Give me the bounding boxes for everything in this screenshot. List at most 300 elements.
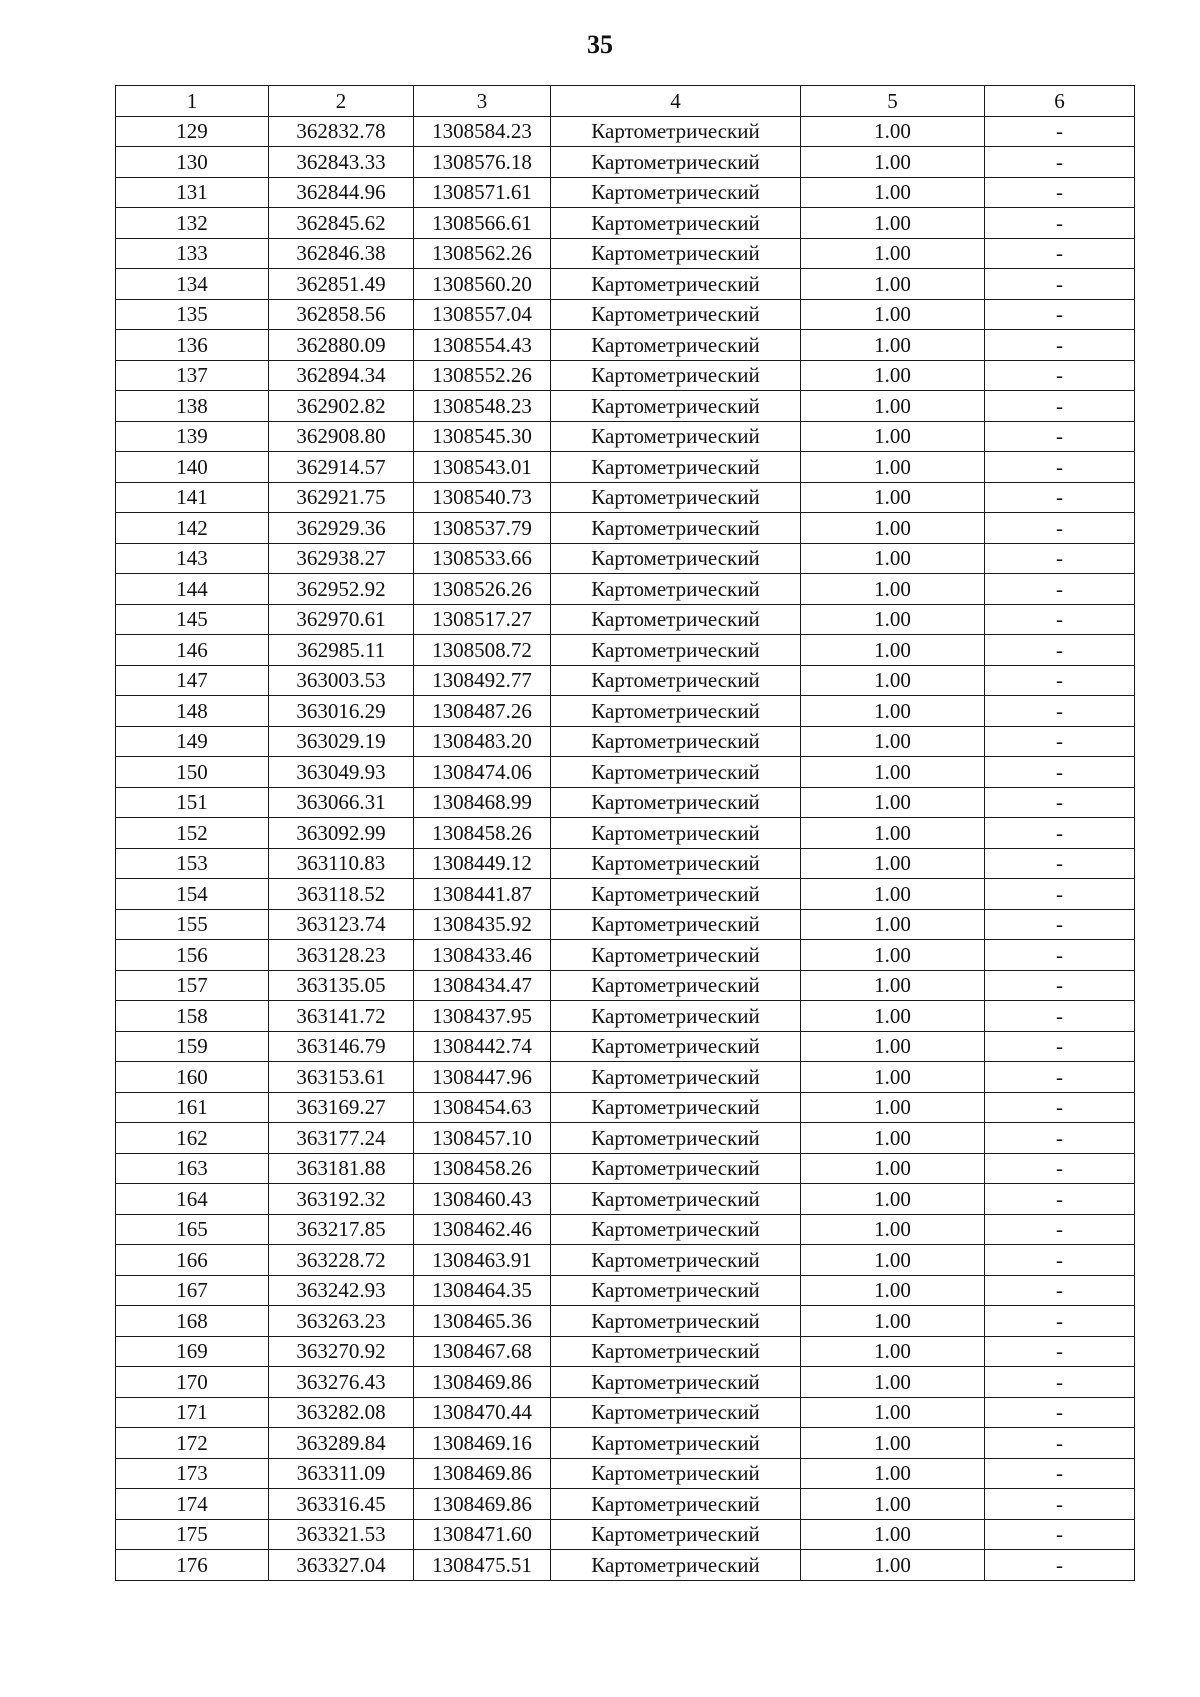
- table-cell: 133: [116, 238, 269, 269]
- table-cell: -: [985, 482, 1135, 513]
- table-cell: -: [985, 1519, 1135, 1550]
- table-cell: 136: [116, 330, 269, 361]
- table-cell: 363123.74: [269, 909, 414, 940]
- table-cell: 167: [116, 1275, 269, 1306]
- table-cell: 363110.83: [269, 848, 414, 879]
- table-cell: 166: [116, 1245, 269, 1276]
- table-cell: 1308469.86: [414, 1458, 551, 1489]
- table-cell: 1308449.12: [414, 848, 551, 879]
- table-row: [116, 726, 1135, 757]
- table-cell: -: [985, 513, 1135, 544]
- table-cell: 171: [116, 1397, 269, 1428]
- table-cell: 362929.36: [269, 513, 414, 544]
- table-cell: 173: [116, 1458, 269, 1489]
- table-cell: -: [985, 147, 1135, 178]
- table-cell: -: [985, 1458, 1135, 1489]
- table-cell: 1.00: [801, 1214, 985, 1245]
- table-cell: -: [985, 970, 1135, 1001]
- table-row: [116, 909, 1135, 940]
- table-cell: Картометрический: [551, 513, 801, 544]
- header-cell: 3: [414, 86, 551, 117]
- table-cell: 1308467.68: [414, 1336, 551, 1367]
- table-row: [116, 1001, 1135, 1032]
- table-cell: Картометрический: [551, 665, 801, 696]
- table-cell: -: [985, 238, 1135, 269]
- table-cell: 1308458.26: [414, 818, 551, 849]
- table-row: [116, 1458, 1135, 1489]
- table-row: [116, 177, 1135, 208]
- table-cell: 1.00: [801, 665, 985, 696]
- table-cell: 1308468.99: [414, 787, 551, 818]
- table-cell: 363181.88: [269, 1153, 414, 1184]
- table-cell: 1.00: [801, 330, 985, 361]
- table-cell: 1.00: [801, 421, 985, 452]
- table-cell: 1.00: [801, 1153, 985, 1184]
- table-row: [116, 1428, 1135, 1459]
- table-cell: 145: [116, 604, 269, 635]
- table-cell: Картометрический: [551, 909, 801, 940]
- table-cell: -: [985, 330, 1135, 361]
- table-cell: 1.00: [801, 1184, 985, 1215]
- table-cell: 1.00: [801, 238, 985, 269]
- table-cell: 1308454.63: [414, 1092, 551, 1123]
- table-cell: 165: [116, 1214, 269, 1245]
- header-cell: 1: [116, 86, 269, 117]
- table-cell: Картометрический: [551, 1519, 801, 1550]
- table-cell: Картометрический: [551, 269, 801, 300]
- table-cell: 362914.57: [269, 452, 414, 483]
- table-cell: 1308543.01: [414, 452, 551, 483]
- table-cell: 1.00: [801, 909, 985, 940]
- table-cell: 1308584.23: [414, 116, 551, 147]
- table-cell: 1.00: [801, 848, 985, 879]
- table-cell: 164: [116, 1184, 269, 1215]
- table-cell: -: [985, 391, 1135, 422]
- table-cell: Картометрический: [551, 116, 801, 147]
- table-cell: 363141.72: [269, 1001, 414, 1032]
- table-row: [116, 1214, 1135, 1245]
- table-cell: 362832.78: [269, 116, 414, 147]
- table-cell: 1.00: [801, 726, 985, 757]
- table-body: [116, 116, 1135, 1580]
- table-cell: 362985.11: [269, 635, 414, 666]
- table-cell: 1308460.43: [414, 1184, 551, 1215]
- table-cell: Картометрический: [551, 1336, 801, 1367]
- table-cell: Картометрический: [551, 1153, 801, 1184]
- table-cell: 1.00: [801, 604, 985, 635]
- table-cell: 1.00: [801, 696, 985, 727]
- table-cell: 134: [116, 269, 269, 300]
- table-row: [116, 1306, 1135, 1337]
- table-cell: 144: [116, 574, 269, 605]
- table-row: [116, 818, 1135, 849]
- table-cell: 1.00: [801, 482, 985, 513]
- table-cell: Картометрический: [551, 421, 801, 452]
- table-cell: 1.00: [801, 147, 985, 178]
- table-cell: -: [985, 1397, 1135, 1428]
- table-cell: 1308457.10: [414, 1123, 551, 1154]
- table-cell: Картометрический: [551, 1214, 801, 1245]
- page-number: 35: [587, 30, 613, 59]
- table-cell: -: [985, 1245, 1135, 1276]
- table-cell: 363321.53: [269, 1519, 414, 1550]
- table-cell: 1.00: [801, 391, 985, 422]
- table-cell: 1.00: [801, 452, 985, 483]
- table-cell: Картометрический: [551, 1031, 801, 1062]
- table-cell: 158: [116, 1001, 269, 1032]
- table-cell: 1.00: [801, 940, 985, 971]
- table-cell: -: [985, 1214, 1135, 1245]
- table-cell: Картометрический: [551, 940, 801, 971]
- table-cell: 363092.99: [269, 818, 414, 849]
- table-cell: 163: [116, 1153, 269, 1184]
- table-cell: 1308470.44: [414, 1397, 551, 1428]
- table-cell: Картометрический: [551, 1184, 801, 1215]
- table-cell: -: [985, 787, 1135, 818]
- table-row: [116, 391, 1135, 422]
- table-row: [116, 757, 1135, 788]
- table-cell: -: [985, 635, 1135, 666]
- table-cell: 1.00: [801, 818, 985, 849]
- header-cell: 6: [985, 86, 1135, 117]
- table-cell: 153: [116, 848, 269, 879]
- table-cell: 1308437.95: [414, 1001, 551, 1032]
- table-cell: Картометрический: [551, 696, 801, 727]
- table-cell: 1308463.91: [414, 1245, 551, 1276]
- table-cell: Картометрический: [551, 1123, 801, 1154]
- table-cell: -: [985, 909, 1135, 940]
- table-cell: 1308533.66: [414, 543, 551, 574]
- table-cell: 1308458.26: [414, 1153, 551, 1184]
- table-row: [116, 116, 1135, 147]
- table-cell: Картометрический: [551, 1489, 801, 1520]
- table-cell: 1308447.96: [414, 1062, 551, 1093]
- table-cell: -: [985, 757, 1135, 788]
- table-cell: -: [985, 574, 1135, 605]
- header-row: [116, 86, 1135, 117]
- table-cell: 1308537.79: [414, 513, 551, 544]
- table-cell: Картометрический: [551, 635, 801, 666]
- table-row: [116, 452, 1135, 483]
- table-cell: 129: [116, 116, 269, 147]
- table-row: [116, 1062, 1135, 1093]
- table-cell: -: [985, 452, 1135, 483]
- table-cell: 362938.27: [269, 543, 414, 574]
- table-cell: Картометрический: [551, 787, 801, 818]
- table-cell: 147: [116, 665, 269, 696]
- table-cell: Картометрический: [551, 1550, 801, 1581]
- table-row: [116, 482, 1135, 513]
- table-cell: 1308508.72: [414, 635, 551, 666]
- table-cell: 1.00: [801, 1306, 985, 1337]
- table-row: [116, 787, 1135, 818]
- table-cell: 138: [116, 391, 269, 422]
- table-cell: 132: [116, 208, 269, 239]
- table-cell: Картометрический: [551, 879, 801, 910]
- table-cell: 363217.85: [269, 1214, 414, 1245]
- table-cell: 130: [116, 147, 269, 178]
- table-row: [116, 513, 1135, 544]
- table-cell: -: [985, 177, 1135, 208]
- table-cell: 1.00: [801, 116, 985, 147]
- table-cell: 154: [116, 879, 269, 910]
- table-cell: 131: [116, 177, 269, 208]
- table-row: [116, 1489, 1135, 1520]
- table-cell: 363146.79: [269, 1031, 414, 1062]
- table-cell: Картометрический: [551, 818, 801, 849]
- table-cell: -: [985, 421, 1135, 452]
- table-cell: 155: [116, 909, 269, 940]
- table-cell: 1308483.20: [414, 726, 551, 757]
- table-cell: 1308571.61: [414, 177, 551, 208]
- table-cell: 1.00: [801, 543, 985, 574]
- table-cell: 142: [116, 513, 269, 544]
- table-cell: 1308576.18: [414, 147, 551, 178]
- table-cell: -: [985, 818, 1135, 849]
- table-cell: -: [985, 1275, 1135, 1306]
- table-cell: -: [985, 940, 1135, 971]
- table-cell: 139: [116, 421, 269, 452]
- table-cell: 1.00: [801, 1275, 985, 1306]
- table-cell: Картометрический: [551, 147, 801, 178]
- table-cell: 148: [116, 696, 269, 727]
- table-cell: 169: [116, 1336, 269, 1367]
- table-cell: 363242.93: [269, 1275, 414, 1306]
- table-row: [116, 238, 1135, 269]
- table-cell: -: [985, 116, 1135, 147]
- table-cell: -: [985, 1153, 1135, 1184]
- table-row: [116, 1519, 1135, 1550]
- table-cell: 362880.09: [269, 330, 414, 361]
- table-cell: -: [985, 543, 1135, 574]
- table-cell: 363276.43: [269, 1367, 414, 1398]
- table-cell: 363311.09: [269, 1458, 414, 1489]
- table-cell: -: [985, 1184, 1135, 1215]
- table-cell: 363192.32: [269, 1184, 414, 1215]
- table-cell: -: [985, 1428, 1135, 1459]
- table-cell: 1308554.43: [414, 330, 551, 361]
- table-cell: 160: [116, 1062, 269, 1093]
- table-cell: Картометрический: [551, 574, 801, 605]
- table-cell: 1308434.47: [414, 970, 551, 1001]
- table-cell: 1.00: [801, 299, 985, 330]
- header-cell: 2: [269, 86, 414, 117]
- table-cell: Картометрический: [551, 208, 801, 239]
- table-cell: 174: [116, 1489, 269, 1520]
- table-cell: 362851.49: [269, 269, 414, 300]
- table-cell: 363169.27: [269, 1092, 414, 1123]
- table-row: [116, 1184, 1135, 1215]
- table-cell: 176: [116, 1550, 269, 1581]
- table-cell: 1.00: [801, 269, 985, 300]
- table-row: [116, 421, 1135, 452]
- table-row: [116, 1123, 1135, 1154]
- table-cell: 1308526.26: [414, 574, 551, 605]
- table-cell: 1308433.46: [414, 940, 551, 971]
- table-cell: 363049.93: [269, 757, 414, 788]
- table-cell: 362952.92: [269, 574, 414, 605]
- table-cell: -: [985, 299, 1135, 330]
- table-cell: 1.00: [801, 1062, 985, 1093]
- table-cell: Картометрический: [551, 330, 801, 361]
- table-cell: -: [985, 1123, 1135, 1154]
- table-cell: 363327.04: [269, 1550, 414, 1581]
- table-cell: Картометрический: [551, 1062, 801, 1093]
- table-row: [116, 696, 1135, 727]
- table-row: [116, 665, 1135, 696]
- table-cell: 1308540.73: [414, 482, 551, 513]
- table-cell: 363066.31: [269, 787, 414, 818]
- table-cell: 143: [116, 543, 269, 574]
- table-cell: -: [985, 1550, 1135, 1581]
- table-cell: 1308469.86: [414, 1367, 551, 1398]
- table-cell: 157: [116, 970, 269, 1001]
- table-cell: -: [985, 1367, 1135, 1398]
- table-cell: 1.00: [801, 1245, 985, 1276]
- table-cell: 1308557.04: [414, 299, 551, 330]
- table-row: [116, 879, 1135, 910]
- table-cell: Картометрический: [551, 1306, 801, 1337]
- table-cell: 362843.33: [269, 147, 414, 178]
- table-cell: 363153.61: [269, 1062, 414, 1093]
- table-cell: Картометрический: [551, 848, 801, 879]
- table-cell: 363128.23: [269, 940, 414, 971]
- table-cell: 1.00: [801, 1092, 985, 1123]
- table-cell: 1308464.35: [414, 1275, 551, 1306]
- table-row: [116, 1275, 1135, 1306]
- table-cell: 137: [116, 360, 269, 391]
- table-cell: 362921.75: [269, 482, 414, 513]
- table-cell: -: [985, 1001, 1135, 1032]
- table-cell: 362844.96: [269, 177, 414, 208]
- table-cell: 363263.23: [269, 1306, 414, 1337]
- table-cell: 159: [116, 1031, 269, 1062]
- table-row: [116, 1092, 1135, 1123]
- table-cell: -: [985, 1336, 1135, 1367]
- header-cell: 4: [551, 86, 801, 117]
- table-cell: 1308545.30: [414, 421, 551, 452]
- table-cell: 172: [116, 1428, 269, 1459]
- table-cell: Картометрический: [551, 1428, 801, 1459]
- table-cell: 363118.52: [269, 879, 414, 910]
- table-cell: 1.00: [801, 757, 985, 788]
- table-cell: 1308566.61: [414, 208, 551, 239]
- table-row: [116, 1336, 1135, 1367]
- table-cell: -: [985, 1306, 1135, 1337]
- table-cell: 175: [116, 1519, 269, 1550]
- table-cell: -: [985, 696, 1135, 727]
- table-cell: 162: [116, 1123, 269, 1154]
- table-cell: 363270.92: [269, 1336, 414, 1367]
- table-cell: -: [985, 208, 1135, 239]
- table-cell: 1308469.16: [414, 1428, 551, 1459]
- table-row: [116, 299, 1135, 330]
- table-cell: -: [985, 1489, 1135, 1520]
- table-cell: 363029.19: [269, 726, 414, 757]
- table-cell: 362845.62: [269, 208, 414, 239]
- table-cell: Картометрический: [551, 1275, 801, 1306]
- table-cell: 1.00: [801, 1550, 985, 1581]
- table-cell: 135: [116, 299, 269, 330]
- table-cell: 1308552.26: [414, 360, 551, 391]
- table-cell: 151: [116, 787, 269, 818]
- table-cell: 1308471.60: [414, 1519, 551, 1550]
- table-cell: 363316.45: [269, 1489, 414, 1520]
- table-cell: Картометрический: [551, 452, 801, 483]
- table-cell: -: [985, 848, 1135, 879]
- table-cell: 1.00: [801, 208, 985, 239]
- table-cell: 168: [116, 1306, 269, 1337]
- table-cell: 1.00: [801, 787, 985, 818]
- table-cell: 1308462.46: [414, 1214, 551, 1245]
- table-cell: 1308442.74: [414, 1031, 551, 1062]
- table-cell: 170: [116, 1367, 269, 1398]
- table-cell: 1308492.77: [414, 665, 551, 696]
- table-row: [116, 208, 1135, 239]
- table-cell: -: [985, 726, 1135, 757]
- table-cell: 161: [116, 1092, 269, 1123]
- table-row: [116, 970, 1135, 1001]
- table-row: [116, 635, 1135, 666]
- table-cell: 1.00: [801, 1519, 985, 1550]
- table-cell: 150: [116, 757, 269, 788]
- table-cell: -: [985, 360, 1135, 391]
- table-cell: -: [985, 1092, 1135, 1123]
- table-cell: -: [985, 1062, 1135, 1093]
- table-cell: 1.00: [801, 1031, 985, 1062]
- table-cell: 363016.29: [269, 696, 414, 727]
- table-cell: 1.00: [801, 1458, 985, 1489]
- header-cell: 5: [801, 86, 985, 117]
- table-cell: Картометрический: [551, 299, 801, 330]
- table-cell: 362894.34: [269, 360, 414, 391]
- table-cell: 1.00: [801, 1397, 985, 1428]
- table-cell: 1308474.06: [414, 757, 551, 788]
- table-cell: Картометрический: [551, 360, 801, 391]
- table-cell: 363282.08: [269, 1397, 414, 1428]
- table-cell: Картометрический: [551, 177, 801, 208]
- table-cell: 362970.61: [269, 604, 414, 635]
- table-cell: Картометрический: [551, 1367, 801, 1398]
- table-cell: Картометрический: [551, 726, 801, 757]
- table-cell: Картометрический: [551, 391, 801, 422]
- table-row: [116, 330, 1135, 361]
- table-cell: -: [985, 1031, 1135, 1062]
- table-cell: 362858.56: [269, 299, 414, 330]
- table-cell: 1.00: [801, 360, 985, 391]
- table-cell: Картометрический: [551, 1001, 801, 1032]
- table-row: [116, 269, 1135, 300]
- table-cell: Картометрический: [551, 970, 801, 1001]
- table-cell: 146: [116, 635, 269, 666]
- table-row: [116, 360, 1135, 391]
- table-cell: 1308517.27: [414, 604, 551, 635]
- table-cell: 1.00: [801, 177, 985, 208]
- table-cell: 1.00: [801, 513, 985, 544]
- table-cell: 362908.80: [269, 421, 414, 452]
- table-cell: 1308487.26: [414, 696, 551, 727]
- table-cell: -: [985, 879, 1135, 910]
- table-row: [116, 1367, 1135, 1398]
- table-cell: 363135.05: [269, 970, 414, 1001]
- table-cell: Картометрический: [551, 1458, 801, 1489]
- table-cell: 1.00: [801, 1367, 985, 1398]
- table-cell: 141: [116, 482, 269, 513]
- table-row: [116, 1031, 1135, 1062]
- table-cell: Картометрический: [551, 1397, 801, 1428]
- table-cell: Картометрический: [551, 482, 801, 513]
- table-cell: 1.00: [801, 1001, 985, 1032]
